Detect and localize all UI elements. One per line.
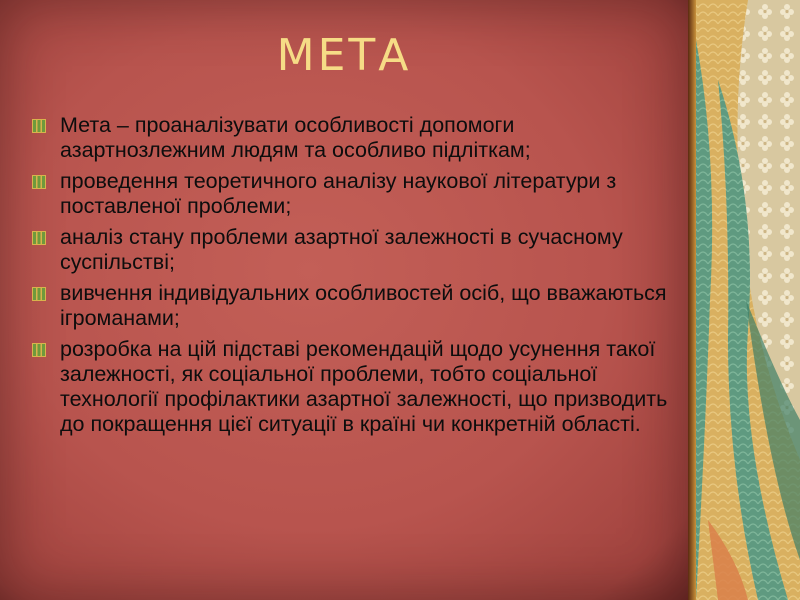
bullet-item: [30, 225, 670, 275]
bullet-item: [30, 169, 670, 219]
bullet-text: Мета – проаналізувати особливості допомоги азартнозлежним людям та особливо підліткам;: [60, 113, 531, 162]
bullet-text: аналіз стану проблеми азартної залежності в сучасному суспільстві;: [60, 225, 623, 274]
bullet-item: [30, 337, 670, 437]
ribbed-square-bullet-icon: [32, 119, 46, 133]
bullet-item: [30, 113, 670, 163]
bullet-item: [30, 281, 670, 331]
bullet-text: вивчення індивідуальних особливостей осіб, що вважаються ігроманами;: [60, 281, 667, 330]
bullet-list: [30, 113, 670, 443]
ribbed-square-bullet-icon: [32, 343, 46, 357]
ribbed-square-bullet-icon: [32, 175, 46, 189]
ribbed-square-bullet-icon: [32, 231, 46, 245]
slide-title: МЕТА: [276, 30, 412, 81]
bullet-text: розробка на цій підставі рекомендацій щодо усунення такої залежності, як соціальної проблеми, тобто соціальної технології профілактики азартної залежності, що призводить до покращення цієї ситуації в країні чи конкретній області.: [60, 337, 668, 436]
bullet-text: проведення теоретичного аналізу наукової літератури з поставленої проблеми;: [60, 169, 617, 218]
ribbed-square-bullet-icon: [32, 287, 46, 301]
floral-drape-decoration: [688, 0, 800, 600]
